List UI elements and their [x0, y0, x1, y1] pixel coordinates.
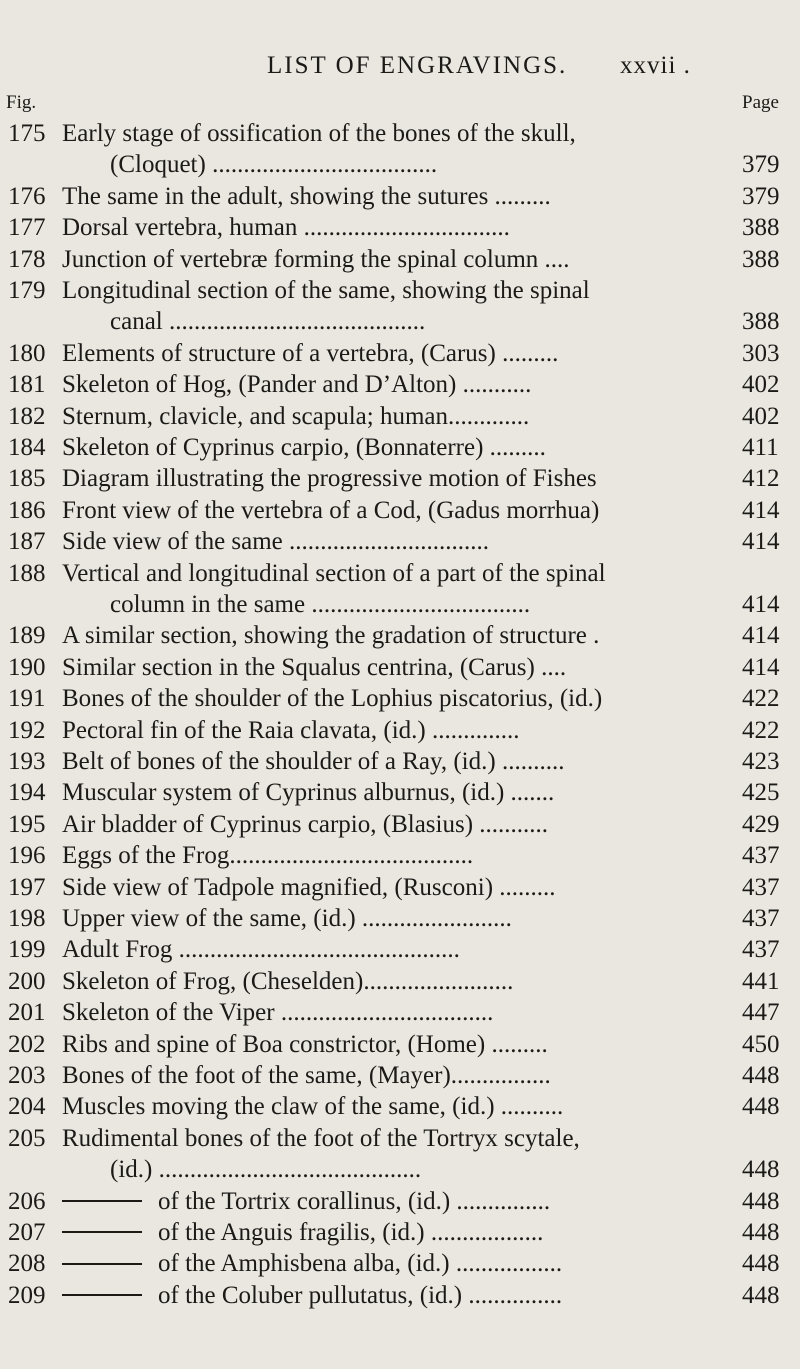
description-text: Elements of structure of a vertebra, (Carus) .........: [62, 339, 559, 367]
description-text: of the Coluber pullutatus, (id.) ...............: [158, 1281, 563, 1309]
engraving-description: [62, 997, 738, 1029]
engraving-description: [62, 1186, 738, 1218]
page-header: [0, 52, 800, 86]
description-text: Sternum, clavicle, and scapula; human.............: [62, 402, 530, 430]
page-reference: 448: [742, 1219, 780, 1246]
page-reference: 422: [742, 716, 780, 744]
ditto-rule: [62, 1200, 142, 1202]
figure-number: 181: [8, 371, 46, 399]
page-reference: 437: [742, 905, 780, 932]
page-reference: 411: [742, 434, 779, 461]
list-entry: [0, 1280, 800, 1312]
figure-number: 208: [8, 1250, 46, 1278]
description-text: Front view of the vertebra of a Cod, (Gadus morrhua): [62, 496, 600, 524]
page-reference: 450: [742, 1030, 780, 1058]
figure-number: 209: [8, 1281, 46, 1309]
engraving-description: [62, 683, 738, 715]
page-reference: 423: [742, 748, 780, 775]
page-reference: 448: [742, 1156, 780, 1184]
figure-number: 206: [8, 1187, 46, 1215]
page-reference: 429: [742, 810, 780, 838]
ditto-rule: [62, 1231, 142, 1233]
description-text: Muscles moving the claw of the same, (id.) ..........: [62, 1093, 564, 1121]
fig-column-heading: Fig.: [6, 92, 37, 113]
description-text: (id.) ..........................................: [110, 1156, 422, 1184]
list-entry: [0, 934, 800, 966]
list-entry: [0, 620, 800, 652]
engraving-description: [62, 526, 738, 558]
description-text: Rudimental bones of the foot of the Tortryx scytale,: [62, 1124, 580, 1152]
description-text: Muscular system of Cyprinus alburnus, (id.) .......: [62, 779, 555, 807]
page-reference: 402: [742, 371, 780, 399]
list-entry: [0, 997, 800, 1029]
description-text: Side view of Tadpole magnified, (Rusconi) .........: [62, 873, 556, 901]
description-text: Ribs and spine of Boa constrictor, (Home) .........: [62, 1030, 548, 1058]
engraving-description: [110, 589, 738, 621]
figure-number: 180: [8, 339, 46, 367]
list-entry: [0, 1091, 800, 1123]
page-reference: 448: [742, 1281, 780, 1309]
description-text: Skeleton of Hog, (Pander and D’Alton) ...........: [62, 371, 532, 399]
page-reference: 448: [742, 1093, 780, 1121]
figure-number: 191: [8, 685, 46, 713]
figure-number: 179: [8, 277, 46, 304]
figure-number: 182: [8, 402, 46, 430]
engraving-description: [62, 1123, 738, 1155]
description-text: Vertical and longitudinal section of a part of the spinal: [62, 559, 606, 587]
page-column-heading: Page: [742, 92, 779, 113]
ditto-rule: [62, 1263, 142, 1265]
engraving-description: [62, 1248, 738, 1280]
engraving-description: [62, 432, 738, 464]
page-reference: 379: [742, 151, 780, 179]
engraving-description: [62, 746, 738, 778]
page-reference: 388: [742, 245, 780, 273]
list-entry: [0, 463, 800, 495]
description-text: Dorsal vertebra, human .................................: [62, 214, 510, 242]
figure-number: 204: [8, 1093, 46, 1121]
list-entry: [0, 558, 800, 590]
list-entry: [0, 212, 800, 244]
engraving-description: [62, 934, 738, 966]
figure-number: 184: [8, 434, 46, 461]
page-reference: 379: [742, 182, 780, 210]
page-reference: 414: [742, 496, 780, 524]
engraving-description: [62, 181, 738, 213]
list-entry: [0, 275, 800, 307]
description-text: Early stage of ossification of the bones of the skull,: [62, 120, 576, 147]
figure-number: 196: [8, 842, 46, 870]
figure-number: 200: [8, 967, 46, 995]
page-reference: 402: [742, 402, 780, 430]
figure-number: 205: [8, 1124, 46, 1152]
engraving-description: [62, 903, 738, 935]
page-reference: 388: [742, 214, 780, 242]
list-entry: [0, 966, 800, 998]
list-entry: [0, 306, 800, 338]
list-entry: [0, 432, 800, 464]
figure-number: 193: [8, 748, 46, 775]
list-entry: [0, 903, 800, 935]
description-text: Belt of bones of the shoulder of a Ray, (id.) ..........: [62, 748, 565, 775]
description-text: Skeleton of Cyprinus carpio, (Bonnaterre) .........: [62, 434, 546, 461]
description-text: Upper view of the same, (id.) ........................: [62, 905, 512, 932]
engraving-description: [62, 275, 738, 307]
engraving-description: [62, 463, 738, 495]
page-reference: 388: [742, 308, 780, 336]
figure-number: 201: [8, 999, 46, 1027]
description-text: Bones of the shoulder of the Lophius piscatorius, (id.): [62, 685, 603, 713]
engraving-description: [62, 118, 738, 150]
figure-number: 207: [8, 1219, 46, 1246]
page-reference: 441: [742, 967, 780, 995]
page-reference: 414: [742, 653, 780, 681]
description-text: Side view of the same ................................: [62, 528, 490, 556]
list-entry: [0, 1123, 800, 1155]
engraving-description: [62, 1060, 738, 1092]
engraving-description: [62, 872, 738, 904]
figure-number: 203: [8, 1062, 46, 1089]
list-entry: [0, 683, 800, 715]
list-entry: [0, 1154, 800, 1186]
figure-number: 178: [8, 245, 46, 273]
description-text: of the Tortrix corallinus, (id.) ...............: [158, 1187, 551, 1215]
running-title: LIST OF ENGRAVINGS.: [267, 52, 568, 79]
engraving-description: [62, 840, 738, 872]
list-entry: [0, 1248, 800, 1280]
description-text: Diagram illustrating the progressive motion of Fishes: [62, 465, 597, 493]
list-entry: [0, 181, 800, 213]
engraving-description: [62, 244, 738, 276]
page-reference: 303: [742, 339, 780, 367]
page-reference: 414: [742, 622, 780, 650]
engraving-description: [62, 401, 738, 433]
engraving-description: [62, 1091, 738, 1123]
list-entry: [0, 1029, 800, 1061]
description-text: Eggs of the Frog.......................................: [62, 842, 474, 870]
page-reference: 448: [742, 1187, 780, 1215]
engraving-description: [62, 966, 738, 998]
description-text: Similar section in the Squalus centrina, (Carus) ....: [62, 653, 567, 681]
engraving-description: [62, 620, 738, 652]
figure-number: 187: [8, 528, 46, 556]
figure-number: 186: [8, 496, 46, 524]
page-reference: 448: [742, 1062, 780, 1089]
engraving-description: [62, 558, 738, 590]
list-entry: [0, 589, 800, 621]
engraving-description: [62, 652, 738, 684]
list-entry: [0, 495, 800, 527]
figure-number: 195: [8, 810, 46, 838]
figure-number: 199: [8, 936, 46, 964]
figure-number: 197: [8, 873, 46, 901]
figure-number: 185: [8, 465, 46, 493]
description-text: of the Anguis fragilis, (id.) ..................: [158, 1219, 544, 1246]
list-entry: [0, 872, 800, 904]
figure-number: 202: [8, 1030, 46, 1058]
roman-page-number: xxvii .: [620, 52, 691, 79]
engraving-description: [110, 149, 738, 181]
list-entry: [0, 526, 800, 558]
page-reference: 437: [742, 936, 780, 964]
description-text: Adult Frog .............................................: [62, 936, 460, 964]
list-entry: [0, 1060, 800, 1092]
figure-number: 175: [8, 120, 46, 147]
figure-number: 189: [8, 622, 46, 650]
description-text: Skeleton of Frog, (Cheselden)........................: [62, 967, 514, 995]
page-reference: 412: [742, 465, 780, 493]
list-entry: [0, 244, 800, 276]
description-text: Pectoral fin of the Raia clavata, (id.) ..............: [62, 716, 520, 744]
figure-number: 190: [8, 653, 46, 681]
engraving-description: [62, 777, 738, 809]
page-reference: 447: [742, 999, 780, 1027]
description-text: Longitudinal section of the same, showing the spinal: [62, 277, 590, 304]
engraving-description: [62, 1217, 738, 1249]
list-entry: [0, 1217, 800, 1249]
figure-number: 176: [8, 182, 46, 210]
description-text: Skeleton of the Viper ..................................: [62, 999, 494, 1027]
engraving-description: [62, 338, 738, 370]
figure-number: 198: [8, 905, 46, 932]
list-entry: [0, 401, 800, 433]
list-entry: [0, 652, 800, 684]
page-reference: 414: [742, 528, 780, 556]
page-reference: 414: [742, 591, 780, 618]
description-text: column in the same ...................................: [110, 591, 531, 618]
description-text: Junction of vertebræ forming the spinal column ....: [62, 245, 570, 273]
list-entry: [0, 369, 800, 401]
description-text: canal .........................................: [110, 308, 426, 336]
description-text: of the Amphisbena alba, (id.) .................: [158, 1250, 563, 1278]
engraving-description: [62, 1029, 738, 1061]
list-entry: [0, 746, 800, 778]
description-text: A similar section, showing the gradation of structure .: [62, 622, 600, 650]
page-reference: 425: [742, 779, 780, 807]
page-reference: 437: [742, 873, 780, 901]
list-entry: [0, 338, 800, 370]
page-reference: 422: [742, 685, 780, 713]
list-entry: [0, 777, 800, 809]
engraving-description: [62, 809, 738, 841]
engraving-description: [110, 306, 738, 338]
description-text: Air bladder of Cyprinus carpio, (Blasius) ...........: [62, 810, 549, 838]
list-entry: [0, 149, 800, 181]
page-reference: 448: [742, 1250, 780, 1278]
engraving-description: [62, 1280, 738, 1312]
engraving-description: [62, 715, 738, 747]
figure-number: 194: [8, 779, 46, 807]
list-entry: [0, 715, 800, 747]
figure-number: 192: [8, 716, 46, 744]
list-entry: [0, 840, 800, 872]
figure-number: 177: [8, 214, 46, 242]
figure-number: 188: [8, 559, 46, 587]
list-entry: [0, 1186, 800, 1218]
description-text: (Cloquet) ....................................: [110, 151, 438, 179]
list-entry: [0, 118, 800, 150]
list-entry: [0, 809, 800, 841]
description-text: Bones of the foot of the same, (Mayer)................: [62, 1062, 551, 1089]
engraving-description: [110, 1154, 738, 1186]
page-reference: 437: [742, 842, 780, 870]
engraving-description: [62, 212, 738, 244]
description-text: The same in the adult, showing the sutures .........: [62, 182, 551, 210]
engraving-description: [62, 369, 738, 401]
engraving-description: [62, 495, 738, 527]
ditto-rule: [62, 1294, 142, 1296]
